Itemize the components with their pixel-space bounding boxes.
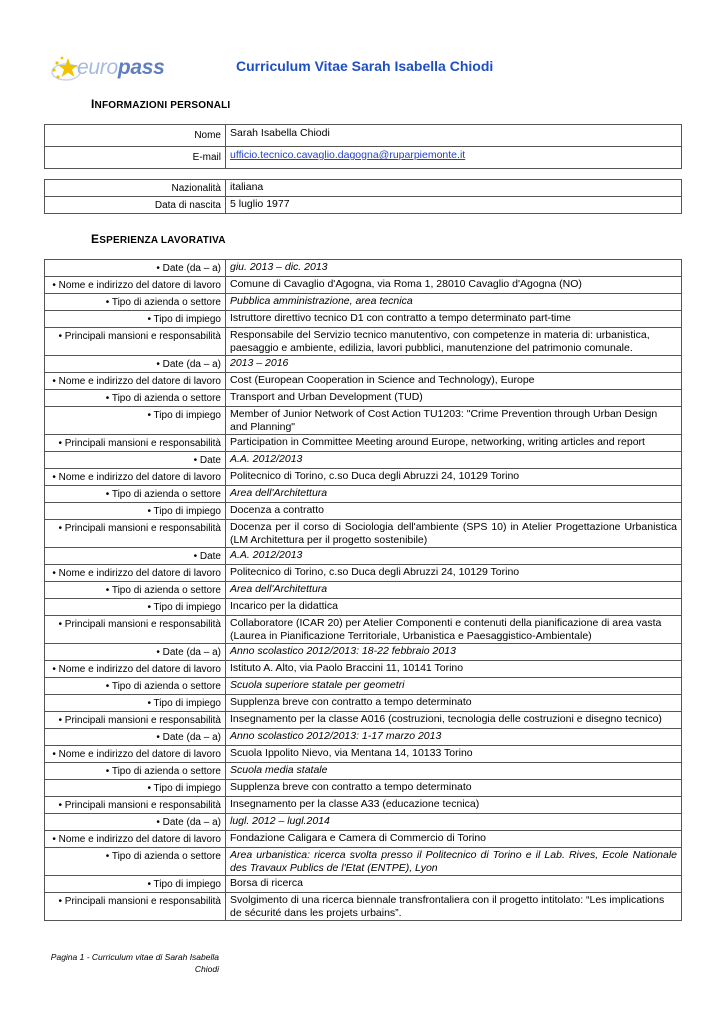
experience-label: • Date — [45, 548, 226, 565]
personal-info-table — [44, 124, 682, 169]
name-label: Nome — [45, 125, 226, 147]
email-label: E-mail — [45, 147, 226, 169]
table-row — [45, 893, 682, 921]
experience-label: • Principali mansioni e responsabilità — [45, 328, 226, 356]
table-row — [45, 469, 682, 486]
section-title-personal-rest: NFORMAZIONI PERSONALI — [94, 100, 231, 111]
experience-label: • Tipo di azienda o settore — [45, 390, 226, 407]
table-row — [45, 125, 682, 147]
table-row — [45, 729, 682, 746]
experience-value: Transport and Urban Development (TUD) — [226, 390, 682, 407]
table-row — [45, 311, 682, 328]
table-row — [45, 661, 682, 678]
experience-label: • Tipo di impiego — [45, 695, 226, 712]
experience-label: • Date (da – a) — [45, 644, 226, 661]
experience-value: Member of Junior Network of Cost Action TU1203: "Crime Prevention through Urban Design and Planning" — [226, 407, 682, 435]
personal-details-table — [44, 179, 682, 214]
section-title-experience-rest: SPERIENZA LAVORATIVA — [99, 235, 226, 246]
section-title-personal-initial: I — [91, 97, 95, 111]
experience-label: • Nome e indirizzo del datore di lavoro — [45, 469, 226, 486]
nationality-value: italiana — [226, 180, 682, 197]
experience-label: • Tipo di azienda o settore — [45, 678, 226, 695]
table-row — [45, 147, 682, 169]
experience-value: Anno scolastico 2012/2013: 18-22 febbraio 2013 — [226, 644, 682, 661]
section-title-experience-initial: E — [91, 232, 100, 246]
table-row — [45, 678, 682, 695]
table-row — [45, 831, 682, 848]
table-row — [45, 582, 682, 599]
table-row — [45, 876, 682, 893]
experience-label: • Tipo di impiego — [45, 780, 226, 797]
experience-value: Supplenza breve con contratto a tempo determinato — [226, 695, 682, 712]
page-footer: Pagina 1 - Curriculum vitae di Sarah Isabella Chiodi — [50, 952, 219, 974]
table-row — [45, 797, 682, 814]
table-row — [45, 520, 682, 548]
experience-value: Svolgimento di una ricerca biennale transfrontaliera con il progetto intitolato: “Les implications de sécurité dans les projets urbains”. — [226, 893, 682, 921]
table-row — [45, 435, 682, 452]
experience-value: Docenza per il corso di Sociologia dell'ambiente (SPS 10) in Atelier Progettazione Urbanistica (LM Architettura per il progetto sostenibile) — [226, 520, 682, 548]
experience-value: A.A. 2012/2013 — [226, 452, 682, 469]
page-title: Curriculum Vitae Sarah Isabella Chiodi — [236, 58, 494, 74]
experience-value: Politecnico di Torino, c.so Duca degli Abruzzi 24, 10129 Torino — [226, 469, 682, 486]
experience-label: • Nome e indirizzo del datore di lavoro — [45, 565, 226, 582]
section-title-experience — [91, 232, 226, 246]
birth-value: 5 luglio 1977 — [226, 197, 682, 214]
name-value: Sarah Isabella Chiodi — [226, 125, 682, 147]
experience-label: • Principali mansioni e responsabilità — [45, 893, 226, 921]
experience-value: 2013 – 2016 — [226, 356, 682, 373]
table-row — [45, 565, 682, 582]
experience-label: • Tipo di azienda o settore — [45, 486, 226, 503]
experience-label: • Nome e indirizzo del datore di lavoro — [45, 831, 226, 848]
experience-label: • Principali mansioni e responsabilità — [45, 712, 226, 729]
europass-wordmark — [77, 56, 165, 80]
experience-label: • Date (da – a) — [45, 814, 226, 831]
experience-label: • Tipo di azienda o settore — [45, 582, 226, 599]
experience-value: Responsabile del Servizio tecnico manutentivo, con competenze in materia di: urbanistica, paesaggio e ambiente, edilizia, lavori pubblici, manutenzione del patrimonio comunale. — [226, 328, 682, 356]
table-row — [45, 277, 682, 294]
experience-label: • Tipo di impiego — [45, 311, 226, 328]
table-row — [45, 452, 682, 469]
experience-value: Scuola Ippolito Nievo, via Mentana 14, 10133 Torino — [226, 746, 682, 763]
experience-label: • Nome e indirizzo del datore di lavoro — [45, 746, 226, 763]
experience-label: • Date — [45, 452, 226, 469]
experience-table — [44, 259, 682, 921]
table-row — [45, 746, 682, 763]
section-title-personal — [91, 97, 230, 111]
table-row — [45, 763, 682, 780]
experience-value: Pubblica amministrazione, area tecnica — [226, 294, 682, 311]
table-row — [45, 373, 682, 390]
experience-value: Area urbanistica: ricerca svolta presso il Politecnico di Torino e il Lab. Rives, Ecole Nationale des Travaux Publics de l'Etat (ENTPE), Lyon — [226, 848, 682, 876]
experience-value: Area dell'Architettura — [226, 582, 682, 599]
experience-value: Istituto A. Alto, via Paolo Braccini 11, 10141 Torino — [226, 661, 682, 678]
table-row — [45, 294, 682, 311]
table-row — [45, 328, 682, 356]
table-row — [45, 780, 682, 797]
experience-value: Scuola media statale — [226, 763, 682, 780]
table-row — [45, 644, 682, 661]
table-row — [45, 197, 682, 214]
table-row — [45, 599, 682, 616]
experience-label: • Nome e indirizzo del datore di lavoro — [45, 661, 226, 678]
table-row — [45, 407, 682, 435]
experience-value: Insegnamento per la classe A016 (costruzioni, tecnologia delle costruzioni e disegno tecnico) — [226, 712, 682, 729]
nationality-label: Nazionalità — [45, 180, 226, 197]
experience-value: giu. 2013 – dic. 2013 — [226, 260, 682, 277]
birth-label: Data di nascita — [45, 197, 226, 214]
table-row — [45, 390, 682, 407]
table-row — [45, 848, 682, 876]
experience-label: • Tipo di impiego — [45, 407, 226, 435]
experience-label: • Principali mansioni e responsabilità — [45, 797, 226, 814]
experience-label: • Nome e indirizzo del datore di lavoro — [45, 277, 226, 294]
table-row — [45, 503, 682, 520]
experience-value: Anno scolastico 2012/2013: 1-17 marzo 2013 — [226, 729, 682, 746]
table-row — [45, 616, 682, 644]
experience-label: • Tipo di impiego — [45, 503, 226, 520]
experience-value: A.A. 2012/2013 — [226, 548, 682, 565]
experience-value: Fondazione Caligara e Camera di Commercio di Torino — [226, 831, 682, 848]
experience-value: Incarico per la didattica — [226, 599, 682, 616]
logo-text-euro: euro — [77, 56, 118, 79]
experience-label: • Principali mansioni e responsabilità — [45, 616, 226, 644]
experience-value: lugl. 2012 – lugl.2014 — [226, 814, 682, 831]
table-row — [45, 356, 682, 373]
table-row — [45, 486, 682, 503]
experience-label: • Date (da – a) — [45, 729, 226, 746]
experience-label: • Principali mansioni e responsabilità — [45, 520, 226, 548]
experience-value: Collaboratore (ICAR 20) per Atelier Componenti e contenuti della pianificazione di area vasta (Laurea in Pianificazione Territoriale, Urbanistica e Paesaggistico-Ambientale) — [226, 616, 682, 644]
table-row — [45, 548, 682, 565]
logo-text-pass: pass — [117, 56, 165, 79]
table-row — [45, 695, 682, 712]
experience-value: Docenza a contratto — [226, 503, 682, 520]
experience-value: Scuola superiore statale per geometri — [226, 678, 682, 695]
email-link[interactable]: ufficio.tecnico.cavaglio.dagogna@ruparpiemonte.it — [230, 149, 466, 161]
table-row — [45, 712, 682, 729]
experience-label: • Date (da – a) — [45, 260, 226, 277]
experience-label: • Date (da – a) — [45, 356, 226, 373]
experience-label: • Nome e indirizzo del datore di lavoro — [45, 373, 226, 390]
experience-value: Comune di Cavaglio d'Agogna, via Roma 1, 28010 Cavaglio d'Agogna (NO) — [226, 277, 682, 294]
experience-value: Area dell'Architettura — [226, 486, 682, 503]
experience-label: • Tipo di impiego — [45, 599, 226, 616]
experience-value: Istruttore direttivo tecnico D1 con contratto a tempo determinato part-time — [226, 311, 682, 328]
experience-value: Participation in Committee Meeting around Europe, networking, writing articles and report — [226, 435, 682, 452]
experience-value: Cost (European Cooperation in Science and Technology), Europe — [226, 373, 682, 390]
experience-value: Insegnamento per la classe A33 (educazione tecnica) — [226, 797, 682, 814]
experience-value: Supplenza breve con contratto a tempo determinato — [226, 780, 682, 797]
experience-label: • Tipo di azienda o settore — [45, 848, 226, 876]
experience-label: • Tipo di azienda o settore — [45, 763, 226, 780]
table-row — [45, 180, 682, 197]
table-row — [45, 814, 682, 831]
europass-logo — [50, 52, 165, 86]
experience-value: Politecnico di Torino, c.so Duca degli Abruzzi 24, 10129 Torino — [226, 565, 682, 582]
table-row — [45, 260, 682, 277]
experience-value: Borsa di ricerca — [226, 876, 682, 893]
experience-label: • Tipo di azienda o settore — [45, 294, 226, 311]
experience-label: • Principali mansioni e responsabilità — [45, 435, 226, 452]
experience-label: • Tipo di impiego — [45, 876, 226, 893]
